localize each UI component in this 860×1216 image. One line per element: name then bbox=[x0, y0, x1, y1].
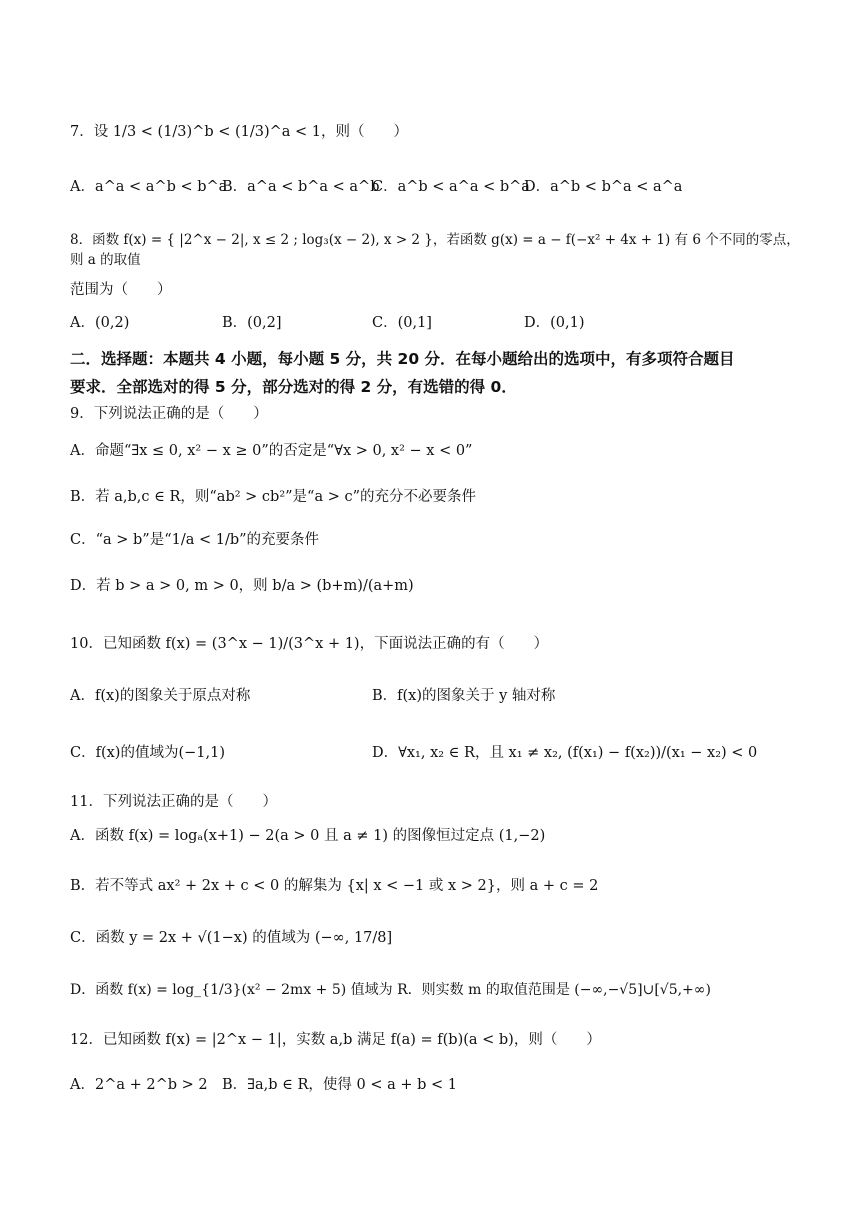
q12-option-a: A．2^a + 2^b > 2 bbox=[70, 1077, 208, 1093]
q10-option-a: A．f(x)的图象关于原点对称 bbox=[70, 688, 251, 704]
q9-option-b: B．若 a,b,c ∈ R，则“ab² > cb²”是“a > c”的充分不必要条件 bbox=[70, 489, 477, 505]
q7-option-c: C．a^b < a^a < b^a bbox=[372, 179, 530, 195]
question-12-stem: 12．已知函数 f(x) = |2^x − 1|，实数 a,b 满足 f(a) = f(b)(a < b)，则（ ） bbox=[70, 1032, 601, 1048]
section-2-heading-line1: 二．选择题：本题共 4 小题，每小题 5 分，共 20 分．在每小题给出的选项中，有多项符合题目 bbox=[70, 350, 735, 368]
q10-option-c: C．f(x)的值域为(−1,1) bbox=[70, 745, 225, 761]
q11-option-a: A．函数 f(x) = logₐ(x+1) − 2(a > 0 且 a ≠ 1) 的图像恒过定点 (1,−2) bbox=[70, 828, 546, 844]
q11-option-b: B．若不等式 ax² + 2x + c < 0 的解集为 {x| x < −1 或 x > 2}，则 a + c = 2 bbox=[70, 878, 599, 894]
question-8-stem-continued: 范围为（ ） bbox=[70, 282, 172, 298]
question-11-stem: 11．下列说法正确的是（ ） bbox=[70, 794, 277, 810]
q8-option-d: D．(0,1) bbox=[524, 315, 585, 331]
q11-option-d: D．函数 f(x) = log_{1/3}(x² − 2mx + 5) 值域为 R．则实数 m 的取值范围是 (−∞,−√5]∪[√5,+∞) bbox=[70, 982, 711, 998]
q7-option-b: B．a^a < b^a < a^b bbox=[222, 179, 380, 195]
q12-option-b: B．∃a,b ∈ R，使得 0 < a + b < 1 bbox=[222, 1077, 458, 1093]
q7-option-d: D．a^b < b^a < a^a bbox=[524, 179, 683, 195]
q10-option-d: D．∀x₁, x₂ ∈ R，且 x₁ ≠ x₂, (f(x₁) − f(x₂))/(x₁ − x₂) < 0 bbox=[372, 745, 758, 761]
q11-option-c: C．函数 y = 2x + √(1−x) 的值域为 (−∞, 17/8] bbox=[70, 930, 393, 946]
q8-option-c: C．(0,1] bbox=[372, 315, 432, 331]
question-9-stem: 9．下列说法正确的是（ ） bbox=[70, 406, 268, 422]
q9-option-a: A．命题“∃x ≤ 0, x² − x ≥ 0”的否定是“∀x > 0, x² − x < 0” bbox=[70, 443, 473, 459]
q10-option-b: B．f(x)的图象关于 y 轴对称 bbox=[372, 688, 556, 704]
q9-option-d: D．若 b > a > 0, m > 0，则 b/a > (b+m)/(a+m) bbox=[70, 578, 414, 594]
question-10-stem: 10．已知函数 f(x) = (3^x − 1)/(3^x + 1)，下面说法正确的有（ ） bbox=[70, 636, 549, 652]
question-8-stem: 8．函数 f(x) = { |2^x − 2|, x ≤ 2 ; log₃(x − 2), x > 2 }，若函数 g(x) = a − f(−x² + 4x + 1) 有 6 个不同的零点，则 a 的取值 bbox=[70, 232, 800, 268]
q8-option-a: A．(0,2) bbox=[70, 315, 130, 331]
section-2-heading-line2: 要求．全部选对的得 5 分，部分选对的得 2 分，有选错的得 0． bbox=[70, 378, 517, 396]
q7-option-a: A．a^a < a^b < b^a bbox=[70, 179, 228, 195]
q8-option-b: B．(0,2] bbox=[222, 315, 282, 331]
question-7-stem: 7．设 1/3 < (1/3)^b < (1/3)^a < 1，则（ ） bbox=[70, 124, 409, 140]
q9-option-c: C．“a > b”是“1/a < 1/b”的充要条件 bbox=[70, 532, 320, 548]
